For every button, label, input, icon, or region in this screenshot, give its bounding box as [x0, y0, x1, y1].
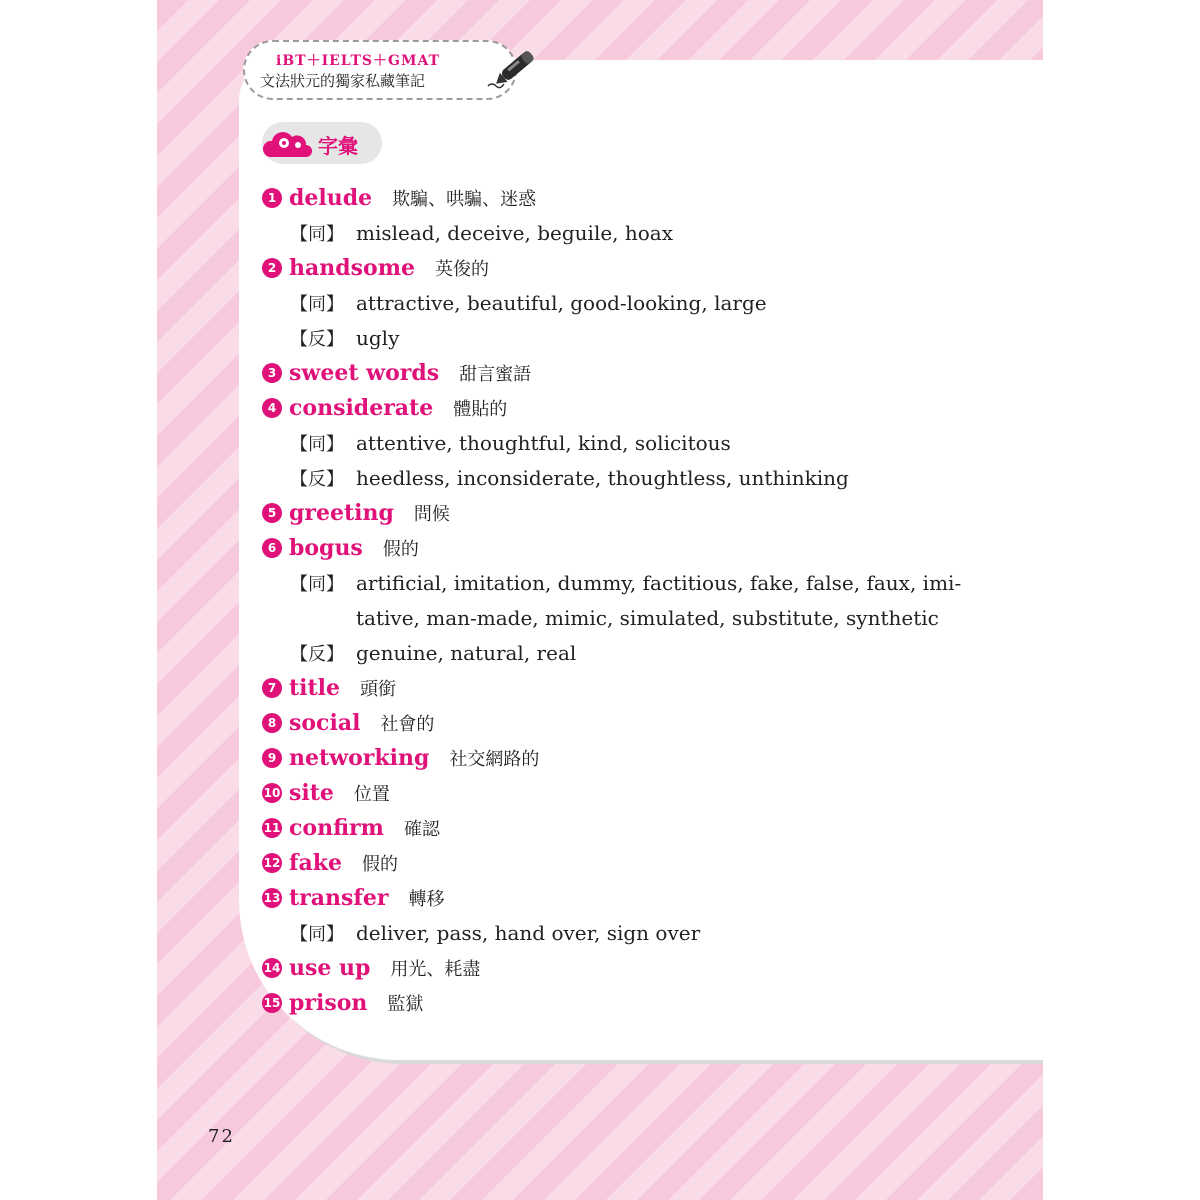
pen-icon	[486, 42, 546, 92]
entry-row	[262, 495, 962, 530]
synonym-row	[262, 915, 962, 950]
entry-row	[262, 775, 962, 810]
synonym-list: attentive, thoughtful, kind, solicitous	[356, 430, 731, 455]
antonym-row	[262, 320, 962, 355]
entry-row	[262, 530, 962, 565]
cloud-gear-icon	[262, 127, 314, 157]
entry-number: 15	[262, 993, 282, 1013]
entry-row	[262, 810, 962, 845]
entry-translation: 欺騙、哄騙、迷惑	[392, 188, 537, 210]
page-number: 72	[208, 1126, 235, 1147]
entry-translation: 監獄	[387, 993, 424, 1015]
entry-term: confirm	[289, 814, 384, 841]
entry-number: 5	[262, 503, 282, 523]
antonym-list: ugly	[356, 325, 400, 350]
entry-term: title	[289, 674, 341, 701]
section-title: 字彙	[318, 134, 358, 158]
synonym-label: 【同】	[290, 923, 344, 945]
entry-row	[262, 390, 962, 425]
entry-number: 14	[262, 958, 282, 978]
entry-row	[262, 355, 962, 390]
vocab-list	[262, 180, 962, 1020]
entry-row	[262, 880, 962, 915]
antonym-label: 【反】	[290, 468, 344, 490]
entry-translation: 甜言蜜語	[459, 363, 532, 385]
entry-term: social	[289, 709, 361, 736]
entry-number: 7	[262, 678, 282, 698]
antonym-row	[262, 460, 962, 495]
entry-translation: 問候	[413, 503, 450, 525]
antonym-label: 【反】	[290, 328, 344, 350]
entry-row	[262, 705, 962, 740]
book-subtitle: 文法狀元的獨家私藏筆記	[260, 72, 426, 90]
entry-term: site	[289, 779, 334, 806]
entry-term: greeting	[289, 499, 394, 526]
entry-translation: 確認	[403, 818, 440, 840]
entry-term: networking	[289, 744, 430, 771]
synonym-row	[262, 215, 962, 250]
synonym-continuation	[262, 600, 962, 635]
entry-translation: 頭銜	[360, 678, 397, 700]
synonym-list: attractive, beautiful, good-looking, large	[356, 290, 767, 315]
synonym-label: 【同】	[290, 293, 344, 315]
synonym-list-continued: tative, man-made, mimic, simulated, substitute, synthetic	[356, 605, 939, 630]
entry-number: 2	[262, 258, 282, 278]
entry-translation: 體貼的	[453, 398, 508, 420]
series-title: iBT＋IELTS＋GMAT	[276, 53, 440, 69]
entry-row	[262, 180, 962, 215]
synonym-label: 【同】	[290, 223, 344, 245]
synonym-label: 【同】	[290, 433, 344, 455]
entry-translation: 假的	[361, 853, 398, 875]
entry-row	[262, 740, 962, 775]
antonym-list: genuine, natural, real	[356, 640, 577, 665]
entry-row	[262, 985, 962, 1020]
entry-translation: 轉移	[408, 888, 445, 910]
entry-term: sweet words	[289, 359, 440, 386]
synonym-row	[262, 425, 962, 460]
entry-term: considerate	[289, 394, 434, 421]
synonym-row	[262, 285, 962, 320]
antonym-label: 【反】	[290, 643, 344, 665]
synonym-label: 【同】	[290, 573, 344, 595]
entry-row	[262, 250, 962, 285]
entry-number: 1	[262, 188, 282, 208]
entry-number: 8	[262, 713, 282, 733]
entry-term: use up	[289, 954, 371, 981]
entry-number: 11	[262, 818, 282, 838]
entry-translation: 假的	[382, 538, 419, 560]
entry-term: prison	[289, 989, 368, 1016]
synonym-list: mislead, deceive, beguile, hoax	[356, 220, 674, 245]
entry-term: delude	[289, 184, 373, 211]
entry-term: transfer	[289, 884, 389, 911]
entry-term: bogus	[289, 534, 363, 561]
entry-term: fake	[289, 849, 342, 876]
entry-number: 4	[262, 398, 282, 418]
synonym-row	[262, 565, 962, 600]
entry-number: 9	[262, 748, 282, 768]
entry-translation: 用光、耗盡	[390, 958, 481, 980]
antonym-list: heedless, inconsiderate, thoughtless, unthinking	[356, 465, 849, 490]
entry-row	[262, 845, 962, 880]
entry-term: handsome	[289, 254, 415, 281]
entry-number: 10	[262, 783, 282, 803]
entry-number: 12	[262, 853, 282, 873]
entry-translation: 社會的	[380, 713, 435, 735]
synonym-list: deliver, pass, hand over, sign over	[356, 920, 701, 945]
entry-row	[262, 950, 962, 985]
entry-translation: 位置	[353, 783, 390, 805]
antonym-row	[262, 635, 962, 670]
entry-number: 3	[262, 363, 282, 383]
entry-translation: 英俊的	[434, 258, 489, 280]
entry-translation: 社交網路的	[449, 748, 540, 770]
entry-number: 13	[262, 888, 282, 908]
synonym-list: artificial, imitation, dummy, factitious, fake, false, faux, imi-	[356, 570, 962, 595]
entry-number: 6	[262, 538, 282, 558]
entry-row	[262, 670, 962, 705]
